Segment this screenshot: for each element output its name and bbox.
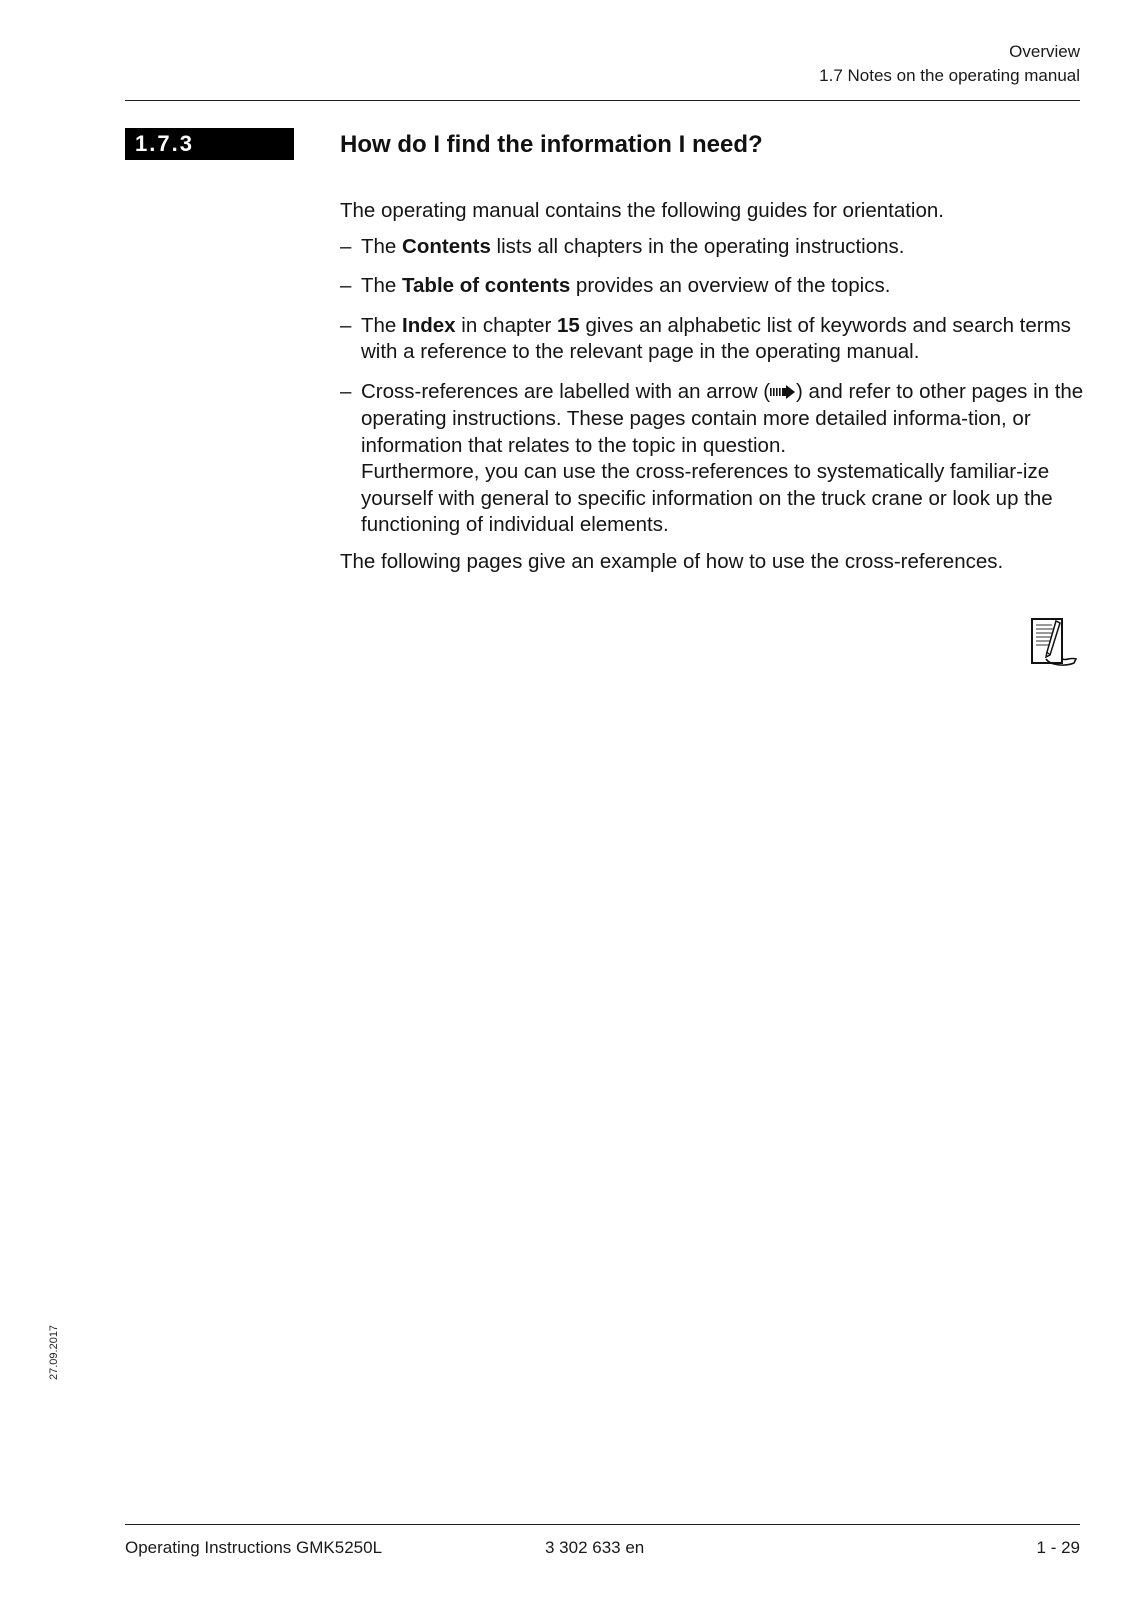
closing-paragraph: The following pages give an example of how to use the cross-references. — [340, 549, 1004, 573]
intro-paragraph: The operating manual contains the following guides for orientation. — [340, 199, 944, 222]
list-dash: – — [340, 274, 352, 297]
item-bold: Contents — [402, 234, 491, 258]
footer-document-number: 3 302 633 en — [545, 1538, 645, 1557]
guide-list — [340, 234, 1085, 539]
header-rule — [125, 100, 1080, 101]
list-item — [340, 234, 1085, 261]
item-text: lists all chapters in the operating instructions. — [490, 234, 905, 258]
list-dash: – — [340, 234, 352, 258]
section-title: How do I find the information I need? — [340, 131, 763, 158]
page-header — [819, 40, 1080, 88]
header-chapter: Overview — [1009, 42, 1080, 61]
item-bold: 15 — [557, 313, 580, 337]
section-number: 1.7.3 — [125, 128, 294, 160]
footer-document-title: Operating Instructions GMK5250L — [125, 1538, 383, 1557]
header-section: 1.7 Notes on the operating manual — [819, 66, 1080, 85]
cross-reference-arrow-icon — [770, 380, 796, 407]
item-text: ) and refer to other pages in the operating instructions. These pages contain more detailed informa-tion, or information that relates to the topic in question. — [361, 379, 1084, 457]
item-text: gives an alphabetic list of keywords and search terms with a reference to the relevant page in the operating manual. — [361, 313, 1071, 363]
item-text: The — [361, 313, 403, 337]
item-text: The — [361, 234, 403, 258]
item-text: Furthermore, you can use the cross-references to systematically familiar-ize yourself with general to specific information on the truck crane or look up the functioning of individual elements. — [361, 460, 1053, 536]
note-document-icon — [1030, 617, 1080, 669]
print-date: 27.09.2017 — [48, 1324, 60, 1380]
body-content — [340, 198, 1085, 584]
item-text: provides an overview of the topics. — [570, 274, 891, 297]
list-item — [340, 379, 1085, 539]
item-text: Cross-references are labelled with an arrow ( — [361, 379, 771, 403]
list-item — [340, 273, 1085, 300]
list-dash: – — [340, 379, 352, 403]
footer-rule — [125, 1524, 1080, 1525]
item-bold: Table of contents — [402, 274, 571, 297]
item-text: in chapter — [455, 313, 557, 337]
footer-page-number: 1 - 29 — [1036, 1538, 1080, 1557]
list-item — [340, 313, 1085, 366]
item-bold: Index — [402, 313, 456, 337]
list-dash: – — [340, 313, 352, 337]
item-text: The — [361, 274, 403, 297]
